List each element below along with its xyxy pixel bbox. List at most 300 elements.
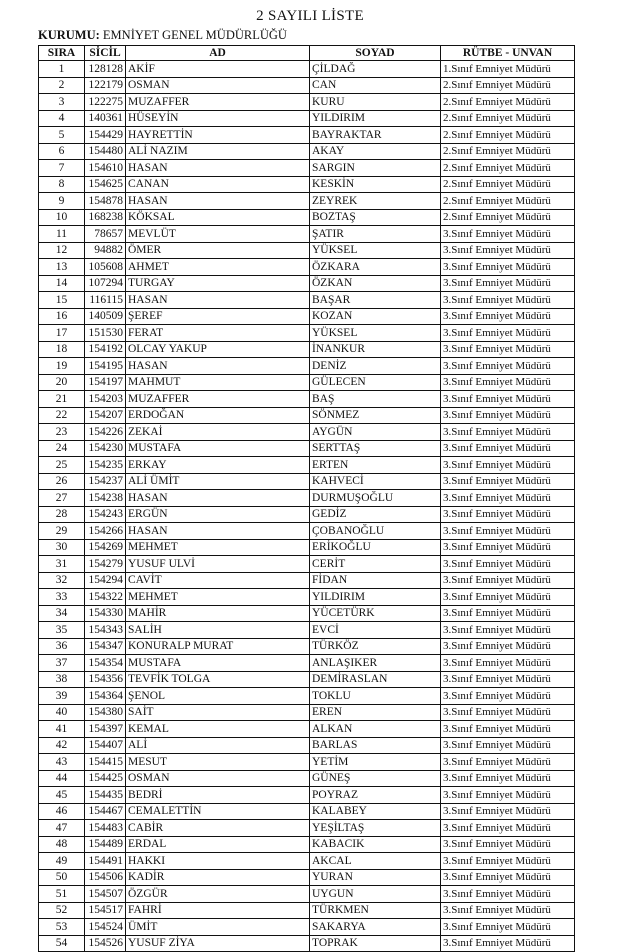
cell-sira: 18 [39, 341, 85, 358]
table-row [39, 770, 575, 787]
header-sira: SIRA [39, 46, 85, 61]
cell-soyad: EVCİ [310, 622, 441, 639]
table-row [39, 341, 575, 358]
cell-soyad: BARLAS [310, 737, 441, 754]
cell-sira: 7 [39, 160, 85, 177]
institution-name: EMNİYET GENEL MÜDÜRLÜĞÜ [102, 28, 287, 42]
cell-sira: 11 [39, 226, 85, 243]
cell-soyad: ZEYREK [310, 193, 441, 210]
cell-sicil: 154322 [85, 589, 126, 606]
cell-sira: 2 [39, 77, 85, 94]
cell-ad: MUZAFFER [126, 391, 310, 408]
cell-soyad: UYGUN [310, 886, 441, 903]
table-row [39, 589, 575, 606]
cell-sicil: 154207 [85, 407, 126, 424]
table-row [39, 457, 575, 474]
cell-rutbe-unvan: 3.Sınıf Emniyet Müdürü [441, 226, 575, 243]
cell-rutbe-unvan: 3.Sınıf Emniyet Müdürü [441, 292, 575, 309]
cell-soyad: YEŞİLTAŞ [310, 820, 441, 837]
table-row [39, 787, 575, 804]
cell-sicil: 154243 [85, 506, 126, 523]
cell-sira: 36 [39, 638, 85, 655]
cell-rutbe-unvan: 3.Sınıf Emniyet Müdürü [441, 721, 575, 738]
cell-sira: 35 [39, 622, 85, 639]
cell-rutbe-unvan: 3.Sınıf Emniyet Müdürü [441, 820, 575, 837]
cell-rutbe-unvan: 3.Sınıf Emniyet Müdürü [441, 308, 575, 325]
cell-ad: MUSTAFA [126, 440, 310, 457]
table-row [39, 737, 575, 754]
cell-rutbe-unvan: 2.Sınıf Emniyet Müdürü [441, 143, 575, 160]
cell-ad: SALİH [126, 622, 310, 639]
header-rutbe-unvan: RÜTBE - UNVAN [441, 46, 575, 61]
cell-rutbe-unvan: 3.Sınıf Emniyet Müdürü [441, 572, 575, 589]
cell-ad: ÖZGÜR [126, 886, 310, 903]
cell-sira: 9 [39, 193, 85, 210]
cell-rutbe-unvan: 3.Sınıf Emniyet Müdürü [441, 341, 575, 358]
cell-rutbe-unvan: 3.Sınıf Emniyet Müdürü [441, 622, 575, 639]
cell-sicil: 154195 [85, 358, 126, 375]
cell-rutbe-unvan: 3.Sınıf Emniyet Müdürü [441, 457, 575, 474]
cell-rutbe-unvan: 3.Sınıf Emniyet Müdürü [441, 424, 575, 441]
cell-ad: ŞEREF [126, 308, 310, 325]
cell-sira: 37 [39, 655, 85, 672]
cell-sicil: 151530 [85, 325, 126, 342]
cell-rutbe-unvan: 3.Sınıf Emniyet Müdürü [441, 803, 575, 820]
cell-sira: 3 [39, 94, 85, 111]
table-row [39, 61, 575, 78]
cell-ad: ŞENOL [126, 688, 310, 705]
cell-soyad: FİDAN [310, 572, 441, 589]
cell-rutbe-unvan: 3.Sınıf Emniyet Müdürü [441, 259, 575, 276]
cell-sicil: 154294 [85, 572, 126, 589]
cell-sira: 48 [39, 836, 85, 853]
table-row [39, 358, 575, 375]
cell-soyad: ALKAN [310, 721, 441, 738]
cell-rutbe-unvan: 3.Sınıf Emniyet Müdürü [441, 523, 575, 540]
table-row [39, 721, 575, 738]
cell-rutbe-unvan: 3.Sınıf Emniyet Müdürü [441, 539, 575, 556]
cell-ad: HASAN [126, 160, 310, 177]
table-row [39, 407, 575, 424]
table-row [39, 259, 575, 276]
cell-soyad: BOZTAŞ [310, 209, 441, 226]
cell-sira: 39 [39, 688, 85, 705]
cell-sira: 46 [39, 803, 85, 820]
table-row [39, 523, 575, 540]
cell-sira: 38 [39, 671, 85, 688]
cell-sicil: 154425 [85, 770, 126, 787]
cell-rutbe-unvan: 3.Sınıf Emniyet Müdürü [441, 836, 575, 853]
table-row [39, 671, 575, 688]
cell-soyad: ŞATIR [310, 226, 441, 243]
cell-soyad: DENİZ [310, 358, 441, 375]
table-row [39, 886, 575, 903]
table-row [39, 374, 575, 391]
cell-sira: 31 [39, 556, 85, 573]
table-row [39, 176, 575, 193]
cell-rutbe-unvan: 3.Sınıf Emniyet Müdürü [441, 638, 575, 655]
cell-soyad: AKAY [310, 143, 441, 160]
cell-sira: 16 [39, 308, 85, 325]
cell-sicil: 154429 [85, 127, 126, 144]
cell-sira: 5 [39, 127, 85, 144]
cell-ad: MEVLÜT [126, 226, 310, 243]
cell-soyad: SAKARYA [310, 919, 441, 936]
table-row [39, 143, 575, 160]
table-row [39, 226, 575, 243]
header-soyad: SOYAD [310, 46, 441, 61]
cell-sicil: 154235 [85, 457, 126, 474]
cell-sicil: 154467 [85, 803, 126, 820]
cell-soyad: KESKİN [310, 176, 441, 193]
cell-soyad: TOKLU [310, 688, 441, 705]
cell-sira: 33 [39, 589, 85, 606]
cell-ad: FERAT [126, 325, 310, 342]
cell-ad: ERDOĞAN [126, 407, 310, 424]
cell-sira: 43 [39, 754, 85, 771]
cell-ad: OSMAN [126, 77, 310, 94]
cell-ad: HASAN [126, 292, 310, 309]
table-row [39, 160, 575, 177]
cell-sira: 28 [39, 506, 85, 523]
table-row [39, 836, 575, 853]
table-row [39, 506, 575, 523]
cell-soyad: YÜCETÜRK [310, 605, 441, 622]
cell-sicil: 154238 [85, 490, 126, 507]
cell-sira: 53 [39, 919, 85, 936]
table-row [39, 820, 575, 837]
cell-sira: 27 [39, 490, 85, 507]
table-header-row [39, 46, 575, 61]
cell-soyad: ÇOBANOĞLU [310, 523, 441, 540]
cell-rutbe-unvan: 3.Sınıf Emniyet Müdürü [441, 325, 575, 342]
cell-sira: 17 [39, 325, 85, 342]
cell-rutbe-unvan: 2.Sınıf Emniyet Müdürü [441, 127, 575, 144]
cell-sicil: 154480 [85, 143, 126, 160]
cell-ad: YUSUF ULVİ [126, 556, 310, 573]
cell-soyad: GÜNEŞ [310, 770, 441, 787]
table-row [39, 308, 575, 325]
cell-sicil: 154415 [85, 754, 126, 771]
cell-ad: MEHMET [126, 539, 310, 556]
table-row [39, 935, 575, 952]
cell-rutbe-unvan: 2.Sınıf Emniyet Müdürü [441, 77, 575, 94]
table-row [39, 902, 575, 919]
cell-rutbe-unvan: 2.Sınıf Emniyet Müdürü [441, 160, 575, 177]
cell-ad: HASAN [126, 523, 310, 540]
cell-sicil: 154524 [85, 919, 126, 936]
cell-rutbe-unvan: 3.Sınıf Emniyet Müdürü [441, 556, 575, 573]
cell-sicil: 154356 [85, 671, 126, 688]
cell-sicil: 154610 [85, 160, 126, 177]
cell-rutbe-unvan: 3.Sınıf Emniyet Müdürü [441, 704, 575, 721]
cell-sicil: 154237 [85, 473, 126, 490]
table-row [39, 440, 575, 457]
table-row [39, 853, 575, 870]
cell-ad: MEHMET [126, 589, 310, 606]
cell-rutbe-unvan: 3.Sınıf Emniyet Müdürü [441, 374, 575, 391]
cell-ad: HAKKI [126, 853, 310, 870]
cell-sicil: 154279 [85, 556, 126, 573]
cell-sira: 10 [39, 209, 85, 226]
cell-rutbe-unvan: 3.Sınıf Emniyet Müdürü [441, 787, 575, 804]
cell-sicil: 154507 [85, 886, 126, 903]
cell-soyad: SÖNMEZ [310, 407, 441, 424]
cell-ad: CANAN [126, 176, 310, 193]
cell-ad: ALİ NAZIM [126, 143, 310, 160]
cell-rutbe-unvan: 3.Sınıf Emniyet Müdürü [441, 671, 575, 688]
cell-sicil: 154407 [85, 737, 126, 754]
cell-rutbe-unvan: 3.Sınıf Emniyet Müdürü [441, 935, 575, 952]
table-row [39, 193, 575, 210]
cell-ad: HÜSEYİN [126, 110, 310, 127]
cell-sicil: 107294 [85, 275, 126, 292]
cell-sicil: 154364 [85, 688, 126, 705]
cell-soyad: ERİKOĞLU [310, 539, 441, 556]
cell-sira: 44 [39, 770, 85, 787]
cell-sicil: 168238 [85, 209, 126, 226]
cell-sira: 49 [39, 853, 85, 870]
cell-rutbe-unvan: 2.Sınıf Emniyet Müdürü [441, 209, 575, 226]
table-row [39, 275, 575, 292]
cell-soyad: TÜRKMEN [310, 902, 441, 919]
cell-sira: 6 [39, 143, 85, 160]
table-row [39, 77, 575, 94]
cell-sicil: 154354 [85, 655, 126, 672]
personnel-table [38, 45, 575, 952]
cell-sicil: 154192 [85, 341, 126, 358]
cell-sicil: 122179 [85, 77, 126, 94]
cell-sira: 25 [39, 457, 85, 474]
cell-sira: 22 [39, 407, 85, 424]
cell-rutbe-unvan: 3.Sınıf Emniyet Müdürü [441, 605, 575, 622]
cell-rutbe-unvan: 3.Sınıf Emniyet Müdürü [441, 869, 575, 886]
cell-soyad: ÖZKARA [310, 259, 441, 276]
cell-soyad: AKCAL [310, 853, 441, 870]
cell-ad: CEMALETTİN [126, 803, 310, 820]
cell-ad: KONURALP MURAT [126, 638, 310, 655]
cell-ad: SAİT [126, 704, 310, 721]
cell-sira: 29 [39, 523, 85, 540]
table-row [39, 242, 575, 259]
cell-rutbe-unvan: 3.Sınıf Emniyet Müdürü [441, 902, 575, 919]
cell-rutbe-unvan: 3.Sınıf Emniyet Müdürü [441, 688, 575, 705]
table-row [39, 622, 575, 639]
cell-sicil: 154230 [85, 440, 126, 457]
cell-ad: CABİR [126, 820, 310, 837]
cell-rutbe-unvan: 3.Sınıf Emniyet Müdürü [441, 589, 575, 606]
document-title: 2 SAYILI LİSTE [256, 8, 364, 24]
cell-ad: OLCAY YAKUP [126, 341, 310, 358]
cell-sicil: 116115 [85, 292, 126, 309]
cell-ad: AHMET [126, 259, 310, 276]
cell-rutbe-unvan: 3.Sınıf Emniyet Müdürü [441, 754, 575, 771]
table-row [39, 605, 575, 622]
cell-soyad: GEDİZ [310, 506, 441, 523]
cell-sicil: 122275 [85, 94, 126, 111]
cell-rutbe-unvan: 3.Sınıf Emniyet Müdürü [441, 275, 575, 292]
cell-rutbe-unvan: 3.Sınıf Emniyet Müdürü [441, 919, 575, 936]
cell-soyad: KOZAN [310, 308, 441, 325]
cell-soyad: AYGÜN [310, 424, 441, 441]
cell-ad: OSMAN [126, 770, 310, 787]
table-row [39, 803, 575, 820]
cell-ad: MUZAFFER [126, 94, 310, 111]
cell-soyad: GÜLECEN [310, 374, 441, 391]
cell-soyad: EREN [310, 704, 441, 721]
cell-sira: 54 [39, 935, 85, 952]
cell-soyad: YETİM [310, 754, 441, 771]
cell-sicil: 128128 [85, 61, 126, 78]
cell-sicil: 140509 [85, 308, 126, 325]
cell-ad: ZEKAİ [126, 424, 310, 441]
cell-rutbe-unvan: 3.Sınıf Emniyet Müdürü [441, 655, 575, 672]
cell-sira: 1 [39, 61, 85, 78]
cell-sicil: 154266 [85, 523, 126, 540]
table-row [39, 869, 575, 886]
cell-sicil: 154226 [85, 424, 126, 441]
cell-sira: 8 [39, 176, 85, 193]
table-row [39, 638, 575, 655]
cell-sira: 26 [39, 473, 85, 490]
cell-soyad: TOPRAK [310, 935, 441, 952]
cell-rutbe-unvan: 3.Sınıf Emniyet Müdürü [441, 853, 575, 870]
cell-ad: ERDAL [126, 836, 310, 853]
cell-sira: 45 [39, 787, 85, 804]
cell-soyad: POYRAZ [310, 787, 441, 804]
cell-ad: MAHMUT [126, 374, 310, 391]
institution-line [38, 28, 287, 43]
cell-rutbe-unvan: 1.Sınıf Emniyet Müdürü [441, 61, 575, 78]
cell-sicil: 154878 [85, 193, 126, 210]
cell-soyad: CERİT [310, 556, 441, 573]
cell-ad: HASAN [126, 358, 310, 375]
cell-soyad: YILDIRIM [310, 589, 441, 606]
institution-label: KURUMU: [38, 28, 100, 42]
cell-soyad: YÜKSEL [310, 242, 441, 259]
cell-rutbe-unvan: 3.Sınıf Emniyet Müdürü [441, 473, 575, 490]
cell-sira: 4 [39, 110, 85, 127]
cell-sira: 23 [39, 424, 85, 441]
cell-sira: 47 [39, 820, 85, 837]
cell-rutbe-unvan: 3.Sınıf Emniyet Müdürü [441, 242, 575, 259]
cell-rutbe-unvan: 3.Sınıf Emniyet Müdürü [441, 770, 575, 787]
cell-sicil: 154197 [85, 374, 126, 391]
cell-sicil: 154435 [85, 787, 126, 804]
cell-soyad: SARGIN [310, 160, 441, 177]
cell-sira: 21 [39, 391, 85, 408]
cell-sicil: 154269 [85, 539, 126, 556]
cell-rutbe-unvan: 2.Sınıf Emniyet Müdürü [441, 110, 575, 127]
cell-sira: 12 [39, 242, 85, 259]
cell-ad: ERKAY [126, 457, 310, 474]
cell-soyad: ERTEN [310, 457, 441, 474]
cell-soyad: BAŞAR [310, 292, 441, 309]
cell-rutbe-unvan: 3.Sınıf Emniyet Müdürü [441, 506, 575, 523]
cell-sira: 50 [39, 869, 85, 886]
cell-sicil: 154330 [85, 605, 126, 622]
cell-soyad: ÖZKAN [310, 275, 441, 292]
cell-ad: HAYRETTİN [126, 127, 310, 144]
cell-ad: ALİ [126, 737, 310, 754]
table-row [39, 754, 575, 771]
table-body [39, 61, 575, 952]
cell-sira: 42 [39, 737, 85, 754]
cell-rutbe-unvan: 2.Sınıf Emniyet Müdürü [441, 176, 575, 193]
cell-sira: 15 [39, 292, 85, 309]
cell-sira: 14 [39, 275, 85, 292]
cell-sira: 32 [39, 572, 85, 589]
cell-rutbe-unvan: 3.Sınıf Emniyet Müdürü [441, 440, 575, 457]
cell-sira: 51 [39, 886, 85, 903]
cell-soyad: YURAN [310, 869, 441, 886]
cell-soyad: CAN [310, 77, 441, 94]
cell-soyad: KABACIK [310, 836, 441, 853]
cell-rutbe-unvan: 3.Sınıf Emniyet Müdürü [441, 391, 575, 408]
cell-sicil: 154343 [85, 622, 126, 639]
cell-sicil: 154347 [85, 638, 126, 655]
cell-sicil: 140361 [85, 110, 126, 127]
cell-ad: MESUT [126, 754, 310, 771]
table-row [39, 556, 575, 573]
table-row [39, 919, 575, 936]
cell-sira: 41 [39, 721, 85, 738]
cell-ad: FAHRİ [126, 902, 310, 919]
cell-sira: 13 [39, 259, 85, 276]
table-row [39, 292, 575, 309]
table-row [39, 688, 575, 705]
cell-sicil: 154517 [85, 902, 126, 919]
cell-soyad: DURMUŞOĞLU [310, 490, 441, 507]
table-row [39, 325, 575, 342]
cell-soyad: KAHVECİ [310, 473, 441, 490]
cell-ad: KADİR [126, 869, 310, 886]
table-row [39, 391, 575, 408]
table-row [39, 572, 575, 589]
table-row [39, 424, 575, 441]
cell-sicil: 105608 [85, 259, 126, 276]
cell-soyad: KALABEY [310, 803, 441, 820]
cell-sicil: 154489 [85, 836, 126, 853]
cell-ad: HASAN [126, 193, 310, 210]
cell-ad: KEMAL [126, 721, 310, 738]
cell-ad: YUSUF ZİYA [126, 935, 310, 952]
cell-sicil: 94882 [85, 242, 126, 259]
cell-sicil: 154506 [85, 869, 126, 886]
header-sicil: SİCİL [85, 46, 126, 61]
cell-sicil: 154203 [85, 391, 126, 408]
cell-sicil: 154526 [85, 935, 126, 952]
cell-soyad: KURU [310, 94, 441, 111]
cell-ad: ALİ ÜMİT [126, 473, 310, 490]
cell-soyad: BAYRAKTAR [310, 127, 441, 144]
cell-sira: 30 [39, 539, 85, 556]
cell-rutbe-unvan: 3.Sınıf Emniyet Müdürü [441, 407, 575, 424]
cell-sira: 19 [39, 358, 85, 375]
table-row [39, 110, 575, 127]
cell-soyad: İNANKUR [310, 341, 441, 358]
cell-rutbe-unvan: 3.Sınıf Emniyet Müdürü [441, 490, 575, 507]
table-row [39, 539, 575, 556]
table-row [39, 655, 575, 672]
cell-ad: MAHİR [126, 605, 310, 622]
cell-ad: BEDRİ [126, 787, 310, 804]
cell-soyad: SERTTAŞ [310, 440, 441, 457]
cell-sira: 34 [39, 605, 85, 622]
cell-sicil: 154625 [85, 176, 126, 193]
cell-soyad: BAŞ [310, 391, 441, 408]
table-row [39, 94, 575, 111]
